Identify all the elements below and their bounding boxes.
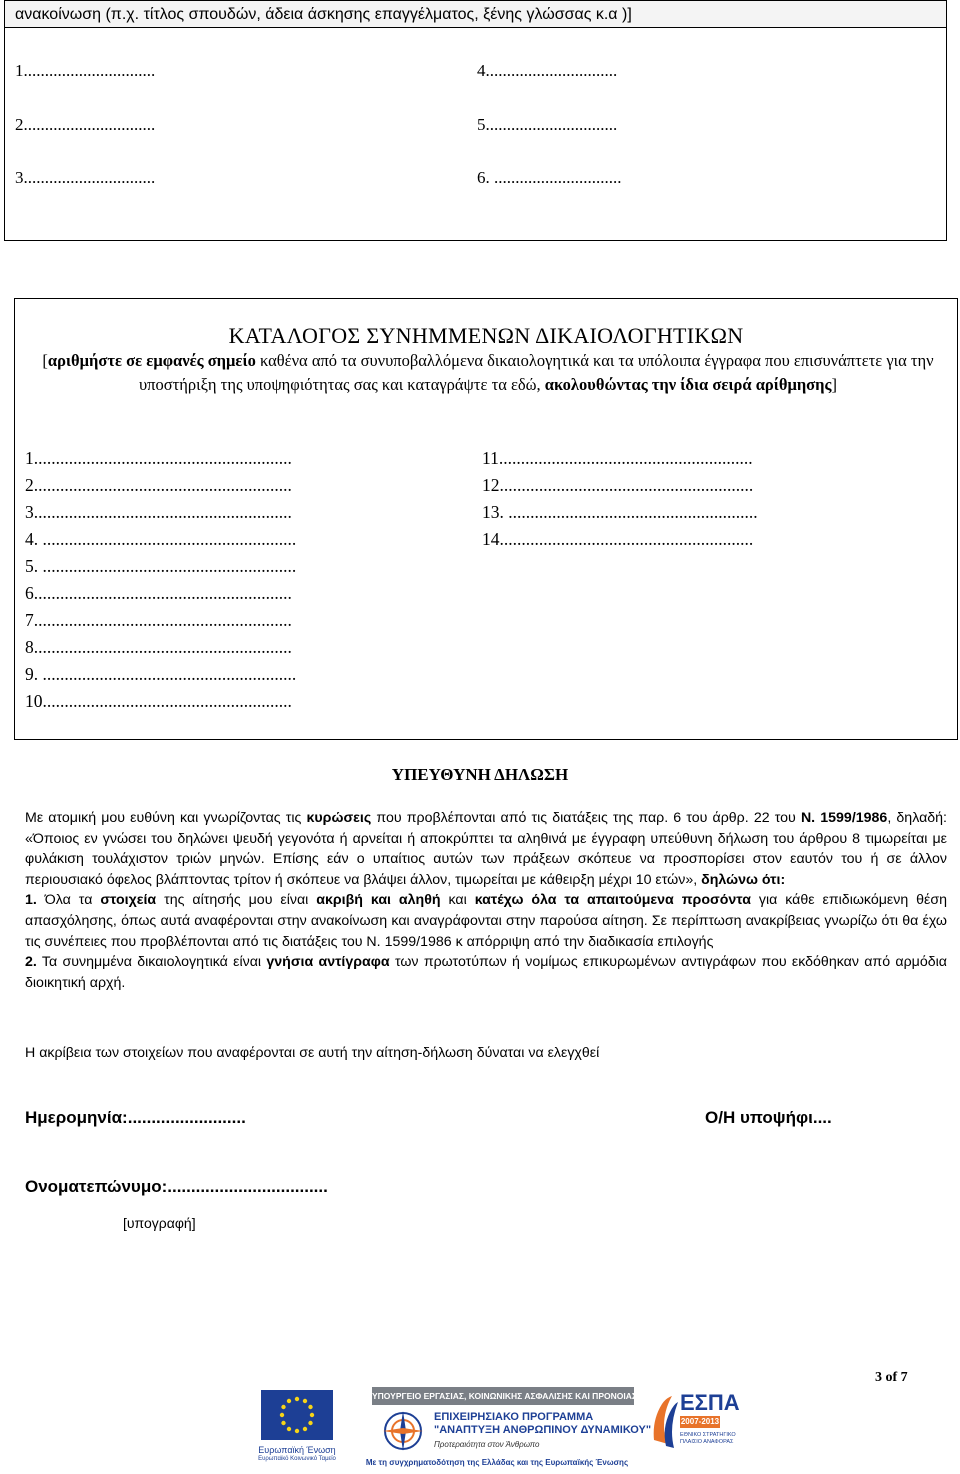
attachments-instructions xyxy=(37,349,939,397)
eu-caption: Ευρωπαϊκή Ένωση xyxy=(258,1445,336,1455)
eu-fund-caption: Ευρωπαϊκό Κοινωνικό Ταμείο xyxy=(258,1456,336,1462)
declaration-title: ΥΠΕΥΘΥΝΗ ΔΗΛΩΣΗ xyxy=(391,765,569,784)
attachment-line[interactable]: 7........................................................... xyxy=(25,610,292,630)
attachment-line[interactable]: 8........................................................... xyxy=(25,637,292,657)
decl-bold: δηλώνω ότι: xyxy=(701,871,786,888)
declaration-paragraph xyxy=(25,952,947,993)
cofinancing-line: Με τη συγχρηματοδότηση της Ελλάδας και της Ευρωπαϊκής Ένωσης xyxy=(365,1458,629,1467)
attachment-line[interactable]: 13. ......................................................... xyxy=(482,502,758,522)
top-list-item: 4............................... xyxy=(477,61,618,80)
decl-bold: κατέχω όλα τα απαιτούμενα προσόντα xyxy=(474,892,751,909)
decl-bold: κυρώσεις xyxy=(306,810,372,826)
attachment-line[interactable]: 5. .......................................................... xyxy=(25,556,297,576)
decl-bold: στοιχεία xyxy=(100,892,157,909)
page-number: 3 of 7 xyxy=(875,1370,908,1385)
decl-text: Όλα τα xyxy=(36,892,101,909)
decl-text: της αίτησής μου είναι xyxy=(156,892,317,909)
espa-years: 2007-2013 xyxy=(680,1417,720,1426)
eu-flag-icon xyxy=(261,1390,333,1440)
attachment-line[interactable]: 9. .......................................................... xyxy=(25,664,297,684)
attachment-line[interactable]: 11.......................................................... xyxy=(482,448,753,468)
attachment-line[interactable]: 1........................................................... xyxy=(25,448,292,468)
espa-title: ΕΣΠΑ xyxy=(680,1390,740,1415)
decl-text: που προβλέπονται από τις διατάξεις της παρ. 6 του άρθρ. 22 του xyxy=(371,810,801,826)
attachment-line[interactable]: 14.......................................................... xyxy=(482,529,754,549)
decl-number: 2. xyxy=(25,954,37,971)
decl-text: Με ατομική μου ευθύνη και γνωρίζοντας τις xyxy=(25,810,307,826)
espa-subtitle: ΕΘΝΙΚΟ ΣΤΡΑΤΗΓΙΚΟ ΠΛΑΙΣΙΟ ΑΝΑΦΟΡΑΣ xyxy=(680,1432,736,1445)
attachment-line[interactable]: 6........................................................... xyxy=(25,583,292,603)
top-list-item: 6. .............................. xyxy=(477,168,622,187)
top-list-item: 3............................... xyxy=(15,168,156,187)
attachment-line[interactable]: 2........................................................... xyxy=(25,475,292,495)
instr-text: καθένα από τα συνυποβαλλόμενα δικαιολογητικά και τα υπόλοιπα έγγραφα που επισυνάπτετε για την υποστήριξη της υποψηφιότητας σας και καταγράψτε τα εδώ, xyxy=(139,351,934,394)
decl-text: των πρωτοτύπων ή νομίμως επικυρωμένων αντιγράφων που εκδόθηκαν από αρμόδια διοικητική αρχή. xyxy=(25,954,948,991)
attachment-line[interactable]: 4. .......................................................... xyxy=(25,529,297,549)
attachment-line[interactable]: 3........................................................... xyxy=(25,502,292,522)
top-list-item: 5............................... xyxy=(477,115,618,134)
attachments-box xyxy=(14,298,958,740)
decl-text: Τα συνημμένα δικαιολογητικά είναι xyxy=(36,954,267,971)
instr-bracket: [ xyxy=(42,351,48,370)
instr-bracket: ] xyxy=(831,375,837,394)
instr-bold: αριθμήστε σε εμφανές σημείο xyxy=(47,351,256,370)
declaration-paragraph xyxy=(25,890,947,952)
signature-label: [υπογραφή] xyxy=(123,1215,196,1231)
program-subtitle: Προτεραιότητα στον Άνθρωπο xyxy=(434,1440,540,1449)
top-list-item: 2............................... xyxy=(15,115,156,134)
decl-text: και xyxy=(440,892,475,909)
compass-emblem-icon xyxy=(374,1408,432,1454)
decl-number: 1. xyxy=(25,892,37,909)
declaration-note: Η ακρίβεια των στοιχείων που αναφέρονται σε αυτή την αίτηση-δήλωση δύναται να ελεγχθεί xyxy=(25,1045,600,1061)
eu-logo xyxy=(257,1390,337,1466)
attachments-title: ΚΑΤΑΛΟΓΟΣ ΣΥΝΗΜΜΕΝΩΝ ΔΙΚΑΙΟΛΟΓΗΤΙΚΩΝ xyxy=(228,323,744,348)
attachment-line[interactable]: 12.......................................................... xyxy=(482,475,754,495)
instr-bold: ακολουθώντας την ίδια σειρά αρίθμησης xyxy=(544,375,832,394)
candidate-label: Ο/Η υποψήφι.... xyxy=(705,1108,832,1127)
program-title: ΕΠΙΧΕΙΡΗΣΙΑΚΟ ΠΡΟΓΡΑΜΜΑ xyxy=(434,1411,594,1423)
date-field[interactable]: Ημερομηνία:......................... xyxy=(25,1108,246,1127)
declaration-body xyxy=(25,808,947,993)
previous-section-header: ανακοίνωση (π.χ. τίτλος σπουδών, άδεια άσκησης επαγγέλματος, ξένης γλώσσας κ.α )] xyxy=(5,1,946,28)
attachment-line[interactable]: 10......................................................... xyxy=(25,691,292,711)
decl-bold: Ν. 1599/1986 xyxy=(800,810,888,826)
decl-text: για κάθε επιδιωκόμενη θέση απασχόλησης, όπως αυτά αναφέρονται στην ανακοίνωση και αναγράφονται στην παρούσα αίτηση. Σε περίπτωση ανακρίβειας γνωρίζω ότι θα έχω τις συνέπειες που προβλέπονται από τις διατάξεις του Ν. 1599/1986 κ απόρριψη από την διαδικασία επιλογής xyxy=(25,892,948,950)
decl-text: , δηλαδή: «Όποιος εν γνώσει του δηλώνει ψευδή γεγονότα ή αρνείται ή αποκρύπτει τα αληθινά με έγγραφη υπεύθυνη δήλωση του άρθρου 8 τιμωρείται με φυλάκιση τουλάχιστον τριών μηνών. Επίσης εάν ο υπαίτιος αυτών των πράξεων σκόπευε να προσπορίσει στον εαυτόν του ή σε άλλον περιουσιακό όφελος βλάπτοντας τρίτον ή σκόπευε να βλάψει άλλον, τιμωρείται με κάθειρξη μέχρι 10 ετών», xyxy=(25,810,948,888)
previous-section-box xyxy=(4,0,947,241)
decl-bold: ακριβή και αληθή xyxy=(316,892,441,909)
top-list-item: 1............................... xyxy=(15,61,156,80)
program-title: "ΑΝΑΠΤΥΞΗ ΑΝΘΡΩΠΙΝΟΥ ΔΥΝΑΜΙΚΟΥ" xyxy=(434,1424,652,1436)
full-name-field[interactable]: Ονοματεπώνυμο:.................................. xyxy=(25,1177,328,1196)
decl-bold: γνήσια αντίγραφα xyxy=(266,954,390,971)
declaration-paragraph xyxy=(25,808,947,890)
ministry-banner: ΥΠΟΥΡΓΕΙΟ ΕΡΓΑΣΙΑΣ, ΚΟΙΝΩΝΙΚΗΣ ΑΣΦΑΛΙΣΗΣ ΚΑΙ ΠΡΟΝΟΙΑΣ xyxy=(372,1387,634,1405)
